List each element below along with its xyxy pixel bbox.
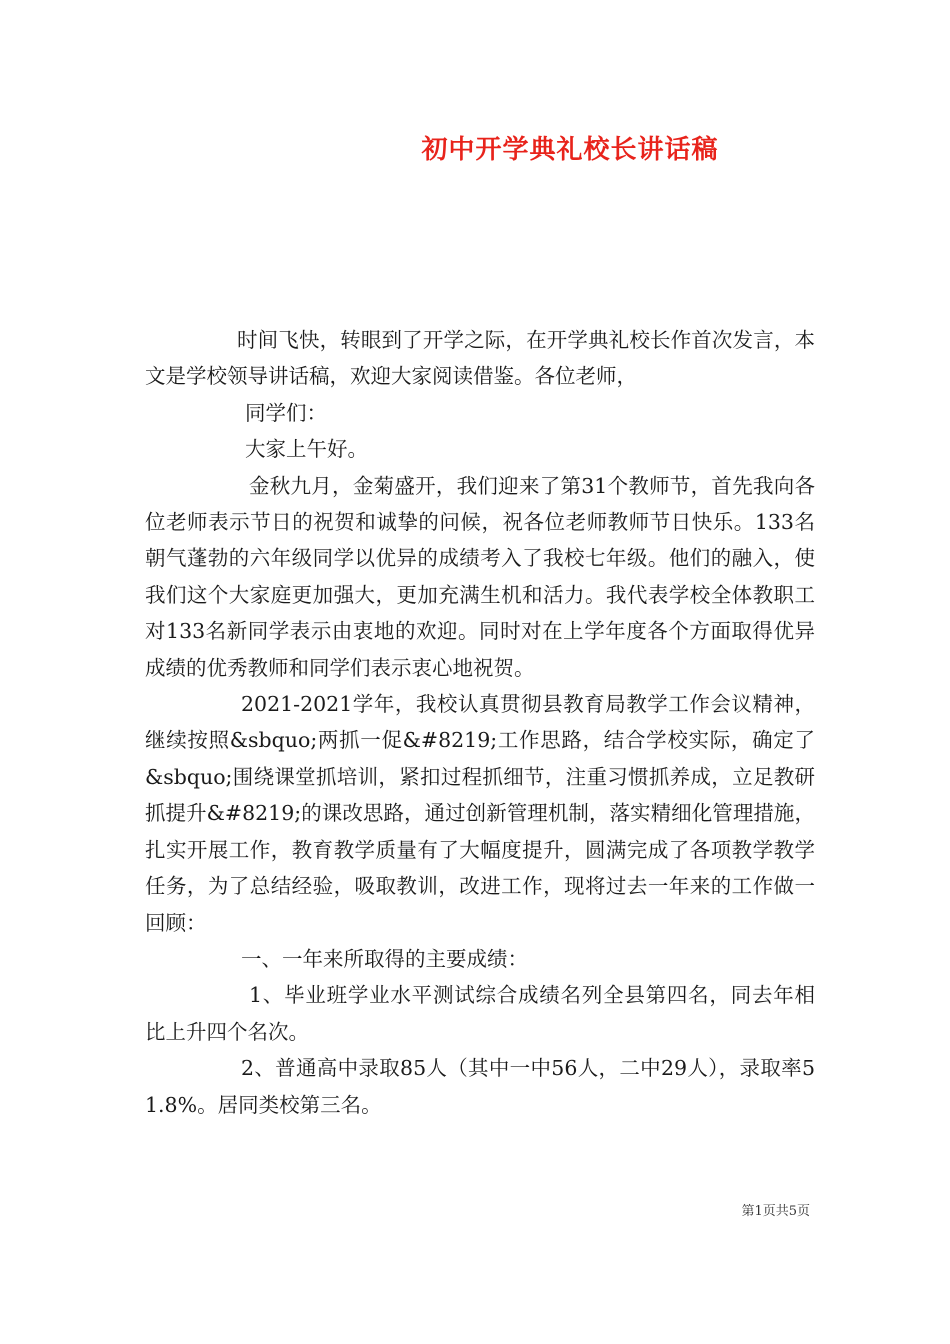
paragraph-section-heading: 一、一年来所取得的主要成绩：	[241, 946, 528, 971]
document-title: 初中开学典礼校长讲话稿	[421, 135, 719, 165]
page-indicator: 第1页共5页	[741, 1204, 810, 1219]
paragraph-achievement-2: 2、普通高中录取85人（其中一中56人，二中29人），录取率51.8%。居同类校第三名。	[145, 1056, 815, 1117]
paragraph-review: 2021-2021学年，我校认真贯彻县教育局教学工作会议精神，继续按照&sbquo;两抓一促&#8219;工作思路，结合学校实际，确定了&sbquo;围绕课堂抓培训，紧扣过程抓细节，注重习惯抓养成，立足教研抓提升&#8219;的课改思路，通过创新管理机制，落实精细化管理措施，扎实开展工作，教育教学质量有了大幅度提升，圆满完成了各项教学教学任务，为了总结经验，吸取教训，改进工作，现将过去一年来的工作做一回顾：	[145, 692, 815, 935]
paragraph-welcome: 金秋九月，金菊盛开，我们迎来了第31个教师节，首先我向各位老师表示节日的祝贺和诚挚的问候，祝各位老师教师节日快乐。133名朝气蓬勃的六年级同学以优异的成绩考入了我校七年级。他们的融入，使我们这个大家庭更加强大，更加充满生机和活力。我代表学校全体教职工对133名新同学表示由衷地的欢迎。同时对在上学年度各个方面取得优异成绩的优秀教师和同学们表示衷心地祝贺。	[145, 473, 815, 680]
paragraph-salutation: 同学们：	[245, 400, 327, 425]
paragraph-intro: 时间飞快，转眼到了开学之际，在开学典礼校长作首次发言，本文是学校领导讲话稿，欢迎大家阅读借鉴。各位老师，	[145, 328, 815, 389]
paragraph-greeting: 大家上午好。	[245, 437, 368, 462]
document-body	[145, 322, 815, 1123]
paragraph-achievement-1: 1、毕业班学业水平测试综合成绩名列全县第四名，同去年相比上升四个名次。	[145, 983, 815, 1044]
